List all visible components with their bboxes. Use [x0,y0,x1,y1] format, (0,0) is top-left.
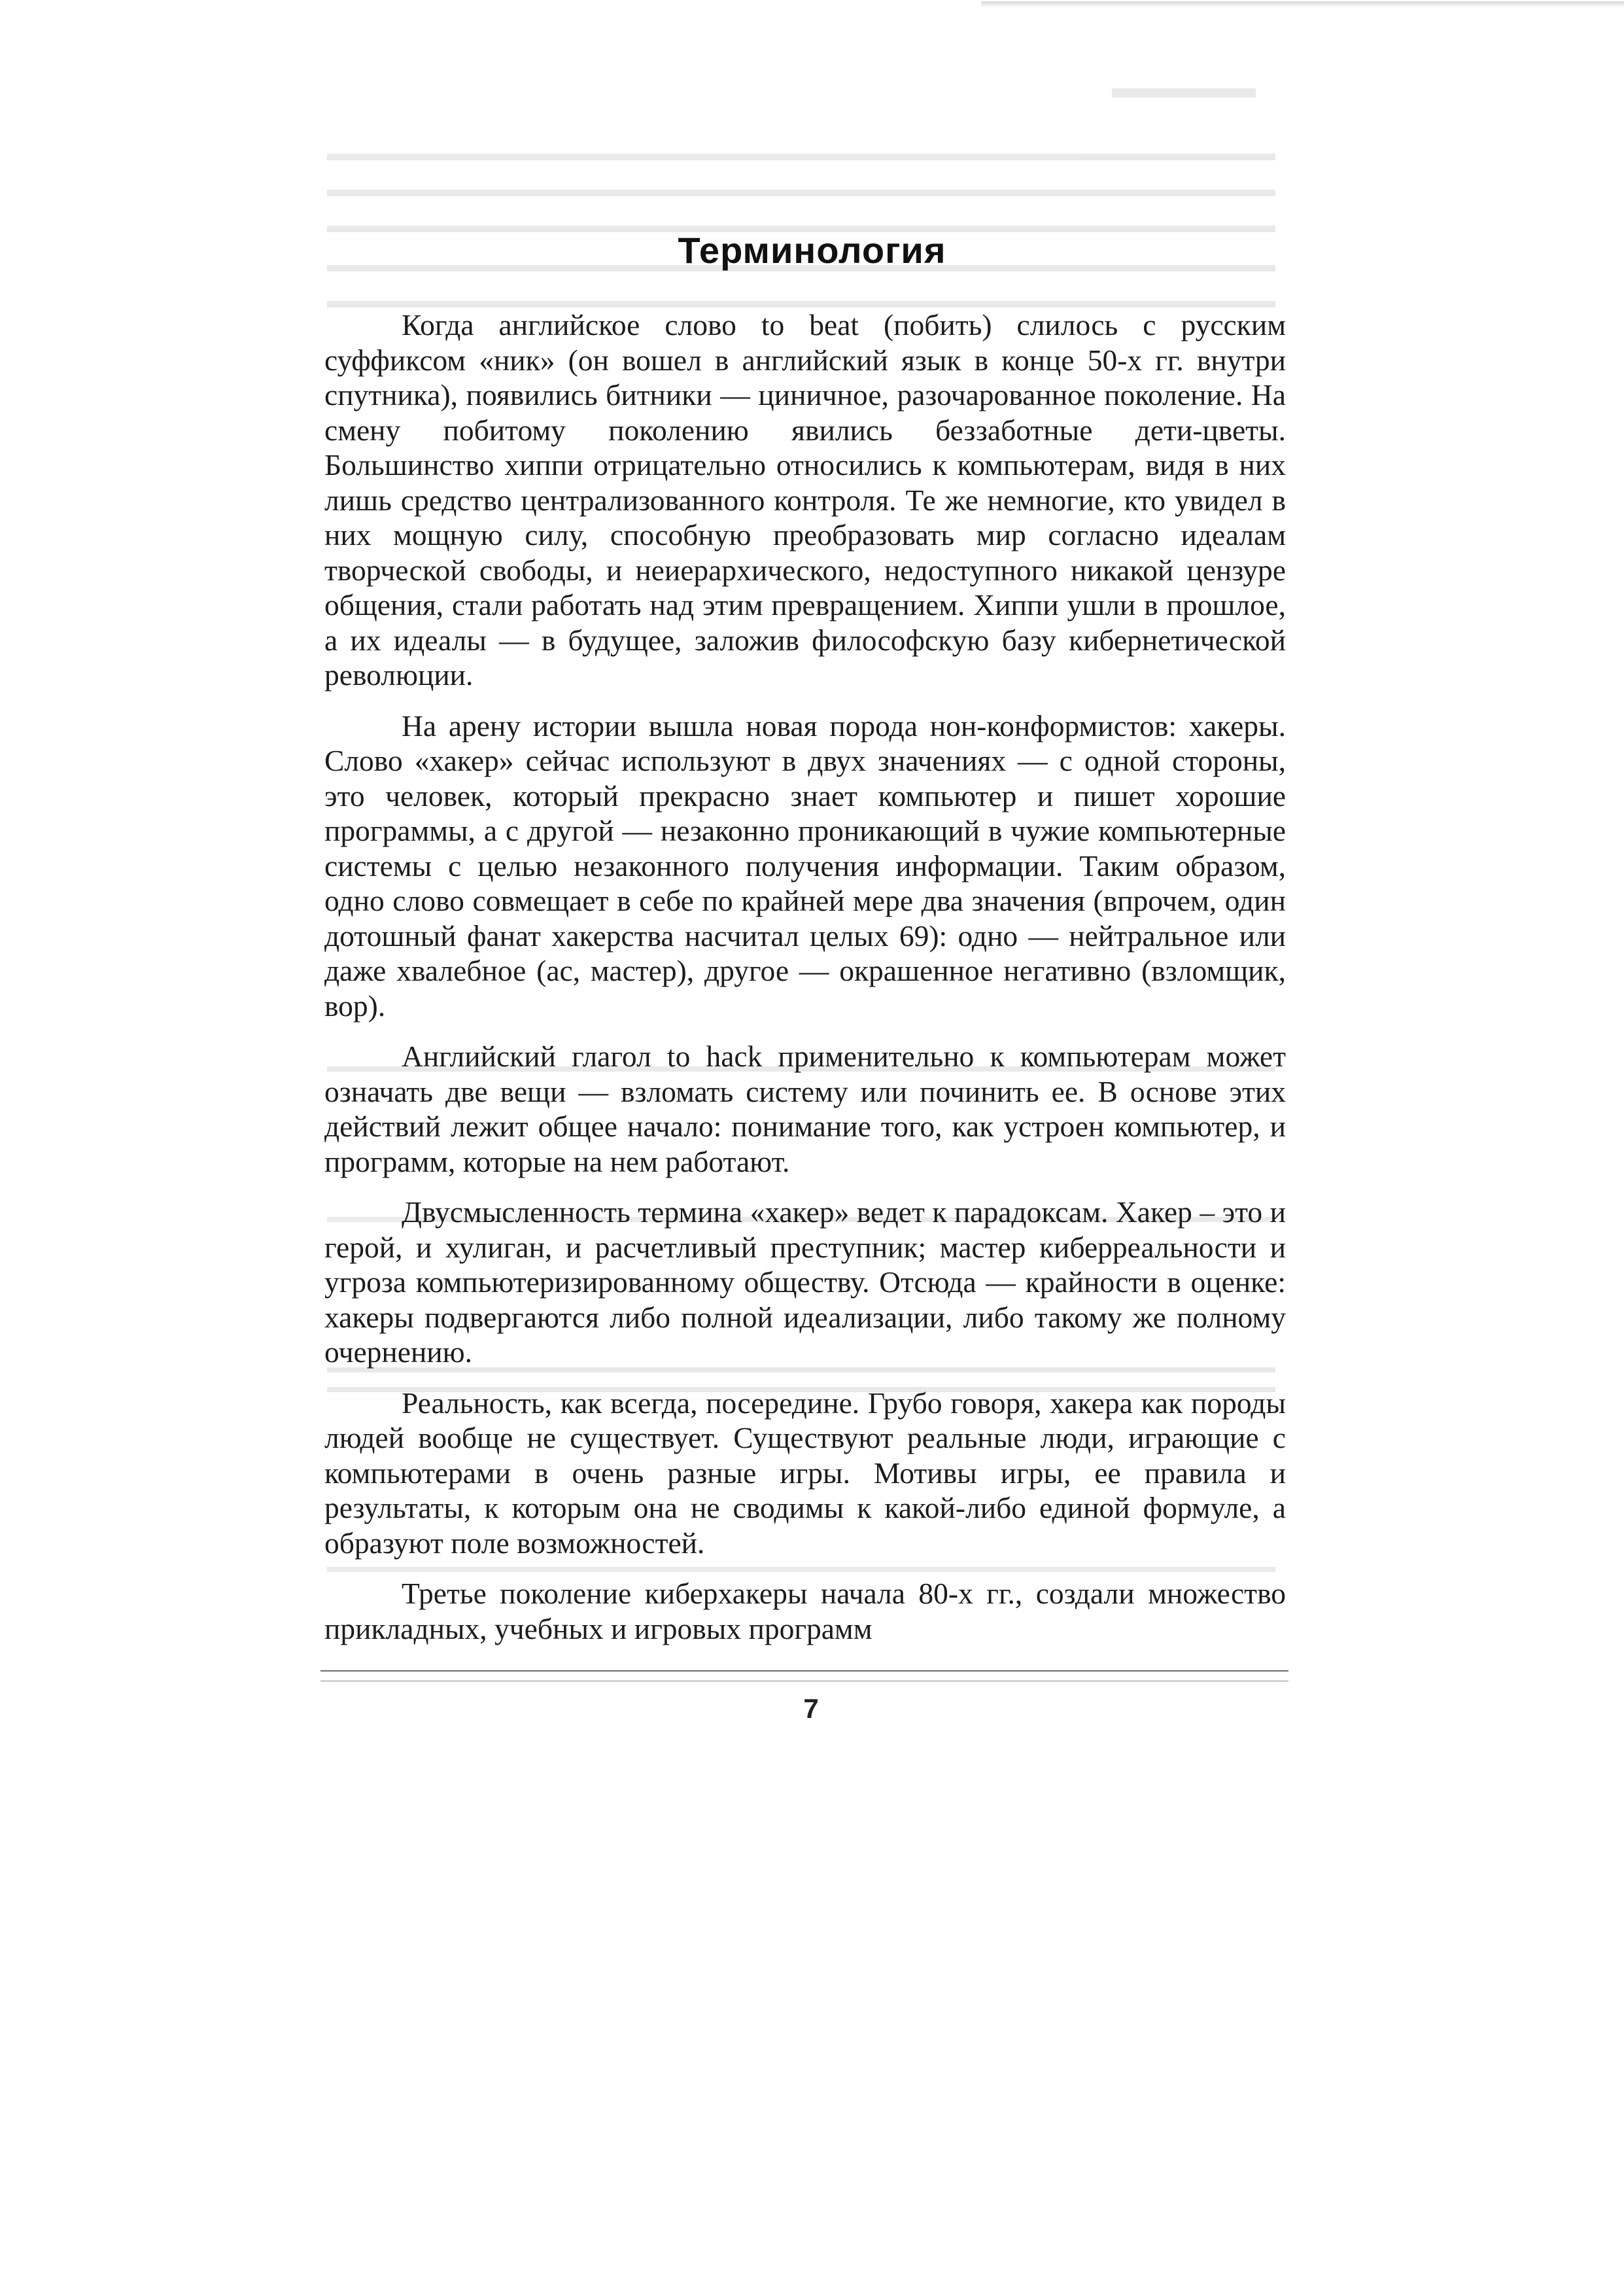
paragraph-reality: Реальность, как всегда, посередине. Грубо говоря, хакера как породы людей вообще не существует. Существуют реальные люди, играющие с компьютерами в очень разные игры. Мотивы игры, ее правила и результаты, к которым она не сводимы к какой-либо единой формуле, а образуют поле возможностей. [324,1386,1286,1560]
page-title: Терминология [678,230,946,271]
paragraph-beatniks: Когда английское слово to beat (побить) слилось с русским суффиксом «ник» (он вошел в английский язык в конце 50-х гг. внутри спутника), появились битники — циничное, разочарованное поколение. На смену побитому поколению явились беззаботные дети-цветы. Большинство хиппи отрицательно относились к компьютерам, видя в них лишь средство централизованного контроля. Те же немногие, кто увидел в них мощную силу, способную преобразовать мир согласно идеалам творческой свободы, и неиерархического, недоступного никакой цензуре общения, стали работать над этим превращением. Хиппи ушли в прошлое, а их идеалы — в будущее, заложив философскую базу кибернетической революции. [324,308,1286,692]
footer-rule [320,1670,1288,1672]
paragraph-third-generation: Третье поколение киберхакеры начала 80-х гг., создали множество прикладных, учебных и игровых программ [324,1577,1286,1645]
body-text [324,307,1286,1662]
page-number: 7 [803,1693,819,1724]
paragraph-ambiguity: Двусмысленность термина «хакер» ведет к парадоксам. Хакер – это и герой, и хулиган, и расчетливый преступник; мастер киберреальности и угроза компьютеризированному обществу. Отсюда — крайности в оценке: хакеры подвергаются либо полной идеализации, либо такому же полному очернению. [324,1195,1286,1369]
paragraph-to-hack: Английский глагол to hack применительно к компьютерам может означать две вещи — взломать систему или починить ее. В основе этих действий лежит общее начало: понимание того, как устроен компьютер, и программ, которые на нем работают. [324,1040,1286,1178]
paragraph-hackers: На арену истории вышла новая порода нон-конформистов: хакеры. Слово «хакер» сейчас используют в двух значениях — с одной стороны, это человек, который прекрасно знает компьютер и пишет хорошие программы, а с другой — незаконно проникающий в чужие компьютерные системы с целью незаконного получения информации. Таким образом, одно слово совмещает в себе по крайней мере два значения (впрочем, один дотошный фанат хакерства насчитал целых 69): одно — нейтральное или даже хвалебное (ас, мастер), другое — окрашенное негативно (взломщик, вор). [324,709,1286,1023]
